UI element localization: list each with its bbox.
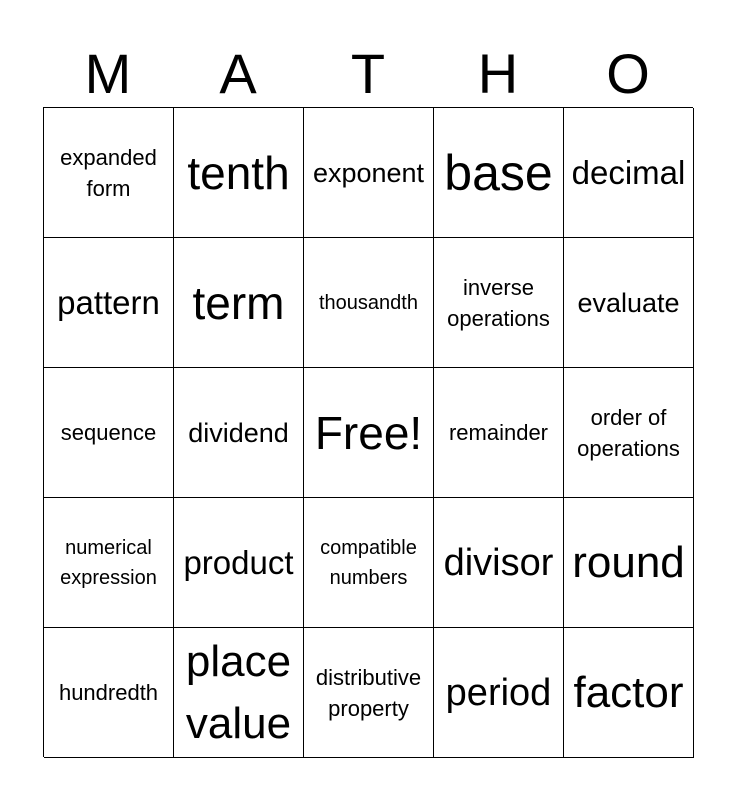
bingo-cell[interactable] [434,368,564,498]
bingo-cell[interactable] [304,628,434,758]
cell-text: expanded form [60,144,157,201]
bingo-cell[interactable] [564,108,694,238]
cell-text: distributive property [315,664,422,721]
cell-text: order of operations [577,404,680,461]
header-letter-a: A [219,42,257,105]
cell-text: pattern [57,283,160,321]
bingo-cell[interactable] [174,238,304,368]
cell-text: period [445,671,552,714]
bingo-cell[interactable] [434,628,564,758]
bingo-cell[interactable] [564,498,694,628]
cell-text: term [192,276,285,329]
cell-text: round [572,537,685,587]
bingo-header [43,42,693,106]
bingo-cell[interactable] [304,108,434,238]
bingo-cell[interactable] [174,498,304,628]
cell-text: decimal [571,153,686,191]
bingo-card-grid [43,107,693,757]
bingo-cell[interactable] [434,498,564,628]
bingo-cell[interactable] [44,238,174,368]
cell-text: place value [185,636,292,748]
bingo-cell[interactable] [44,368,174,498]
header-letter-t: T [350,42,386,105]
free-space-cell[interactable] [304,368,434,498]
header-letter-o: O [606,42,650,105]
cell-text: thousandth [319,291,418,314]
cell-text: exponent [312,157,425,188]
cell-text: inverse operations [447,274,550,331]
cell-text: dividend [188,417,289,448]
bingo-cell[interactable] [44,498,174,628]
bingo-cell[interactable] [564,628,694,758]
cell-text: evaluate [577,287,680,318]
bingo-cell[interactable] [174,628,304,758]
cell-text: Free! [314,406,423,459]
bingo-cell[interactable] [44,108,174,238]
header-letter-m: M [84,42,132,105]
bingo-cell[interactable] [564,238,694,368]
bingo-cell[interactable] [304,238,434,368]
cell-text: sequence [60,420,157,445]
bingo-cell[interactable] [304,498,434,628]
bingo-cell[interactable] [434,108,564,238]
cell-text: numerical expression [60,536,157,589]
bingo-cell[interactable] [44,628,174,758]
cell-text: hundredth [58,680,159,705]
cell-text: tenth [187,146,290,199]
bingo-cell[interactable] [564,368,694,498]
cell-text: compatible numbers [320,536,417,589]
cell-text: factor [573,667,684,717]
bingo-cell[interactable] [174,108,304,238]
cell-text: base [444,144,553,201]
bingo-cell[interactable] [434,238,564,368]
header-letter-h: H [477,42,519,105]
bingo-cell[interactable] [174,368,304,498]
cell-text: remainder [448,420,549,445]
cell-text: divisor [443,541,554,584]
cell-text: product [183,543,294,581]
